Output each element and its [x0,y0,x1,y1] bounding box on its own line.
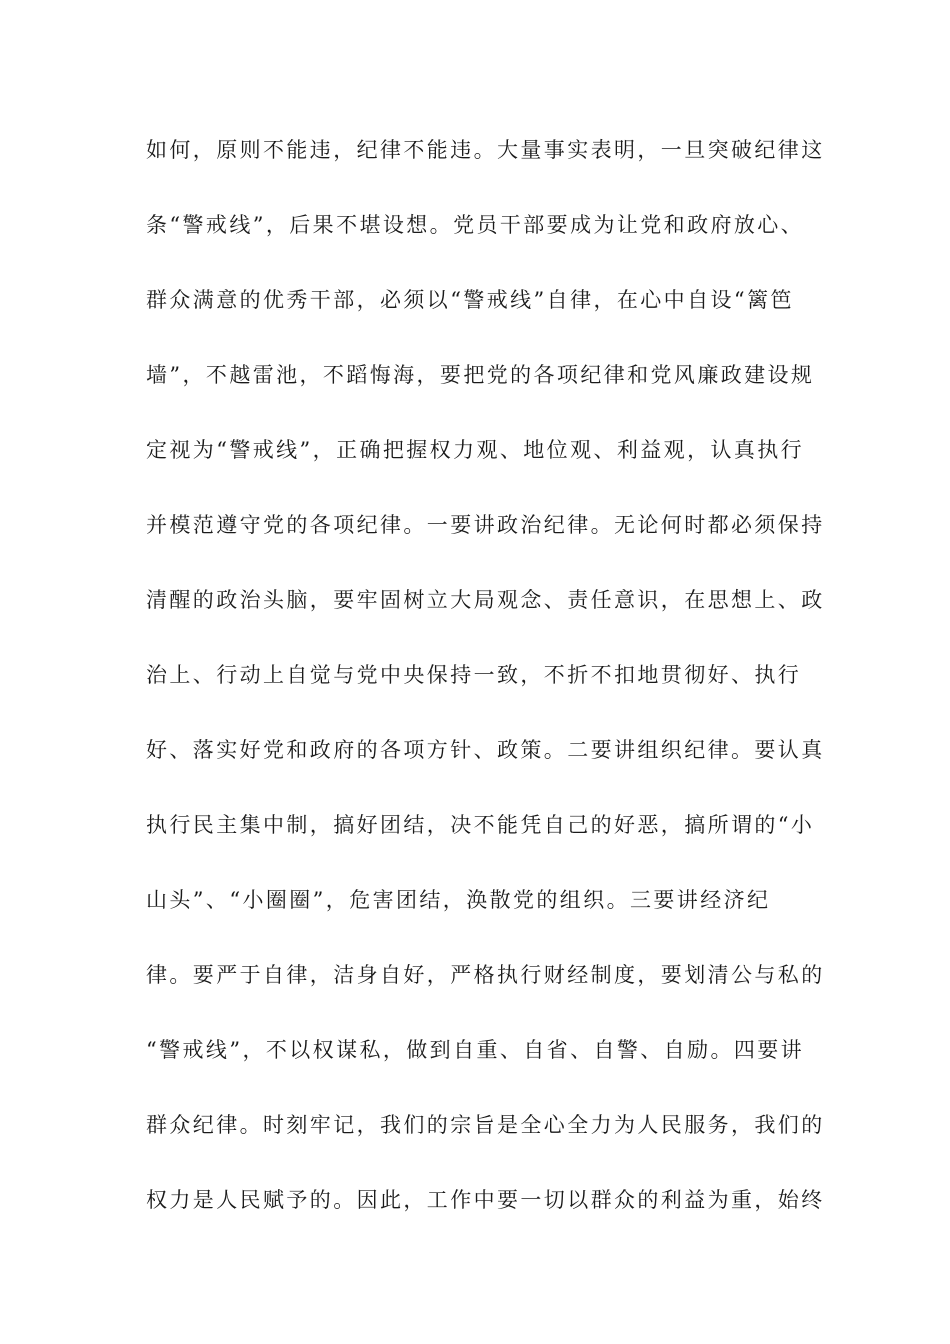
text-line: 律。要严于自律，洁身自好，严格执行财经制度，要划清公与私的 [146,963,825,987]
text-line: 群众纪律。时刻牢记，我们的宗旨是全心全力为人民服务，我们的 [146,1113,825,1137]
text-line: 如何，原则不能违，纪律不能违。大量事实表明，一旦突破纪律这 [146,138,825,162]
text-line: 并模范遵守党的各项纪律。一要讲政治纪律。无论何时都必须保持 [146,513,825,537]
text-line: 权力是人民赋予的。因此，工作中要一切以群众的利益为重，始终 [146,1188,825,1212]
text-line: 清醒的政治头脑，要牢固树立大局观念、责任意识，在思想上、政 [146,588,825,612]
text-line: 墙”，不越雷池，不蹈悔海，要把党的各项纪律和党风廉政建设规 [146,363,815,387]
body-text [146,125,825,1250]
text-line: 群众满意的优秀干部，必须以“警戒线”自律，在心中自设“篱笆 [146,288,794,312]
text-line: 山头”、“小圈圈”，危害团结，涣散党的组织。三要讲经济纪 [146,888,771,912]
text-line: “警戒线”，不以权谋私，做到自重、自省、自警、自励。四要讲 [146,1038,805,1062]
text-line: 治上、行动上自觉与党中央保持一致，不折不扣地贯彻好、执行 [146,663,802,687]
text-line: 执行民主集中制，搞好团结，决不能凭自己的好恶，搞所谓的“小 [146,813,815,837]
text-line: 条“警戒线”，后果不堪设想。党员干部要成为让党和政府放心、 [146,213,805,237]
text-line: 好、落实好党和政府的各项方针、政策。二要讲组织纪律。要认真 [146,738,825,762]
text-line: 定视为“警戒线”，正确把握权力观、地位观、利益观，认真执行 [146,438,805,462]
